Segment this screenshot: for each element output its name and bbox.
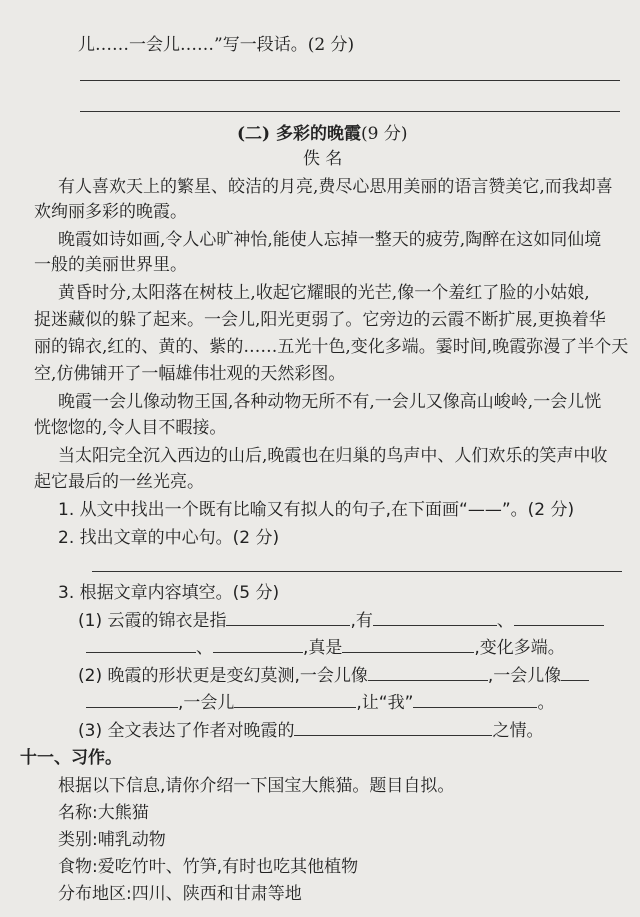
question-3: 3. 根据文章内容填空。(5 分): [58, 583, 280, 603]
blank-field[interactable]: [373, 609, 497, 626]
info-line: 名称:大熊猫: [58, 803, 149, 823]
blank-field[interactable]: [368, 664, 488, 681]
q3-1-text: (1) 云霞的锦衣是指: [78, 611, 227, 631]
blank-field[interactable]: [342, 636, 474, 653]
q3-2-text: (2) 晚霞的形状更是变幻莫测,一会儿像: [78, 666, 368, 686]
blank-field[interactable]: [514, 609, 604, 626]
answer-line-2: [80, 111, 620, 112]
section-11-prompt: 根据以下信息,请你介绍一下国宝大熊猫。题目自拟。: [58, 776, 455, 796]
blank-field[interactable]: [561, 664, 589, 681]
blank-field[interactable]: [234, 691, 356, 708]
blank-field[interactable]: [86, 691, 178, 708]
passage-line: 当太阳完全沉入西边的山后,晚霞也在归巢的鸟声中、人们欢乐的笑声中收: [58, 446, 608, 466]
answer-line-q2: [92, 571, 622, 572]
question-3-2-line1: [78, 664, 589, 687]
blank-field[interactable]: [213, 636, 303, 653]
question-3-2-line2: [86, 691, 554, 714]
q3-2-text: ,一会儿像: [487, 666, 562, 686]
author: 佚 名: [303, 149, 343, 169]
passage-line: 丽的锦衣,红的、黄的、紫的……五光十色,变化多端。霎时间,晚霞弥漫了半个天: [34, 337, 629, 357]
q3-3-text: (3) 全文表达了作者对晚霞的: [78, 721, 295, 741]
question-1: 1. 从文中找出一个既有比喻又有拟人的句子,在下面画“——”。(2 分): [58, 500, 575, 520]
passage-line: 恍惚惚的,令人目不暇接。: [34, 418, 227, 438]
q3-1-text: ,真是: [303, 638, 343, 658]
blank-field[interactable]: [86, 636, 196, 653]
q3-1-text: 、: [196, 638, 213, 658]
intro-line: 儿……一会儿……”写一段话。(2 分): [78, 35, 355, 55]
passage-line: 有人喜欢天上的繁星、皎洁的月亮,费尽心思用美丽的语言赞美它,而我却喜: [58, 177, 613, 197]
q3-1-text: 、: [496, 611, 514, 631]
blank-field[interactable]: [294, 719, 492, 736]
question-3-1-line2: [86, 636, 565, 659]
q3-2-text: 。: [537, 693, 555, 713]
question-2: 2. 找出文章的中心句。(2 分): [58, 528, 280, 548]
info-line: 食物:爱吃竹叶、竹笋,有时也吃其他植物: [58, 857, 359, 877]
blank-field[interactable]: [226, 609, 350, 626]
passage-line: 一般的美丽世界里。: [34, 255, 187, 275]
passage-line: 晚霞如诗如画,令人心旷神怡,能使人忘掉一整天的疲劳,陶醉在这如同仙境: [58, 230, 602, 250]
passage-line: 晚霞一会儿像动物王国,各种动物无所不有,一会儿又像高山峻岭,一会儿恍: [58, 392, 602, 412]
section-score: (9 分): [361, 124, 408, 144]
question-3-3: [78, 719, 543, 742]
q3-2-text: ,一会儿: [178, 693, 235, 713]
passage-line: 空,仿佛铺开了一幅雄伟壮观的天然彩图。: [34, 364, 346, 384]
section-title: [237, 123, 408, 145]
question-3-1-line1: [78, 609, 604, 632]
section-11-heading: 十一、习作。: [20, 748, 122, 768]
q3-3-text: 之情。: [492, 721, 544, 741]
passage-line: 欢绚丽多彩的晚霞。: [34, 202, 187, 222]
q3-1-text: ,变化多端。: [474, 638, 565, 658]
info-line: 分布地区:四川、陕西和甘肃等地: [58, 884, 302, 904]
q3-2-text: ,让“我”: [356, 693, 414, 713]
answer-line-1: [80, 80, 620, 81]
passage-line: 黄昏时分,太阳落在树枝上,收起它耀眼的光芒,像一个羞红了脸的小姑娘,: [58, 283, 590, 303]
passage-line: 捉迷藏似的躲了起来。一会儿,阳光更弱了。它旁边的云霞不断扩展,更换着华: [34, 310, 606, 330]
info-line: 类别:哺乳动物: [58, 830, 166, 850]
q3-1-text: ,有: [350, 611, 373, 631]
blank-field[interactable]: [413, 691, 537, 708]
passage-line: 起它最后的一丝光亮。: [34, 472, 204, 492]
section-title-text: (二) 多彩的晚霞: [237, 124, 362, 144]
